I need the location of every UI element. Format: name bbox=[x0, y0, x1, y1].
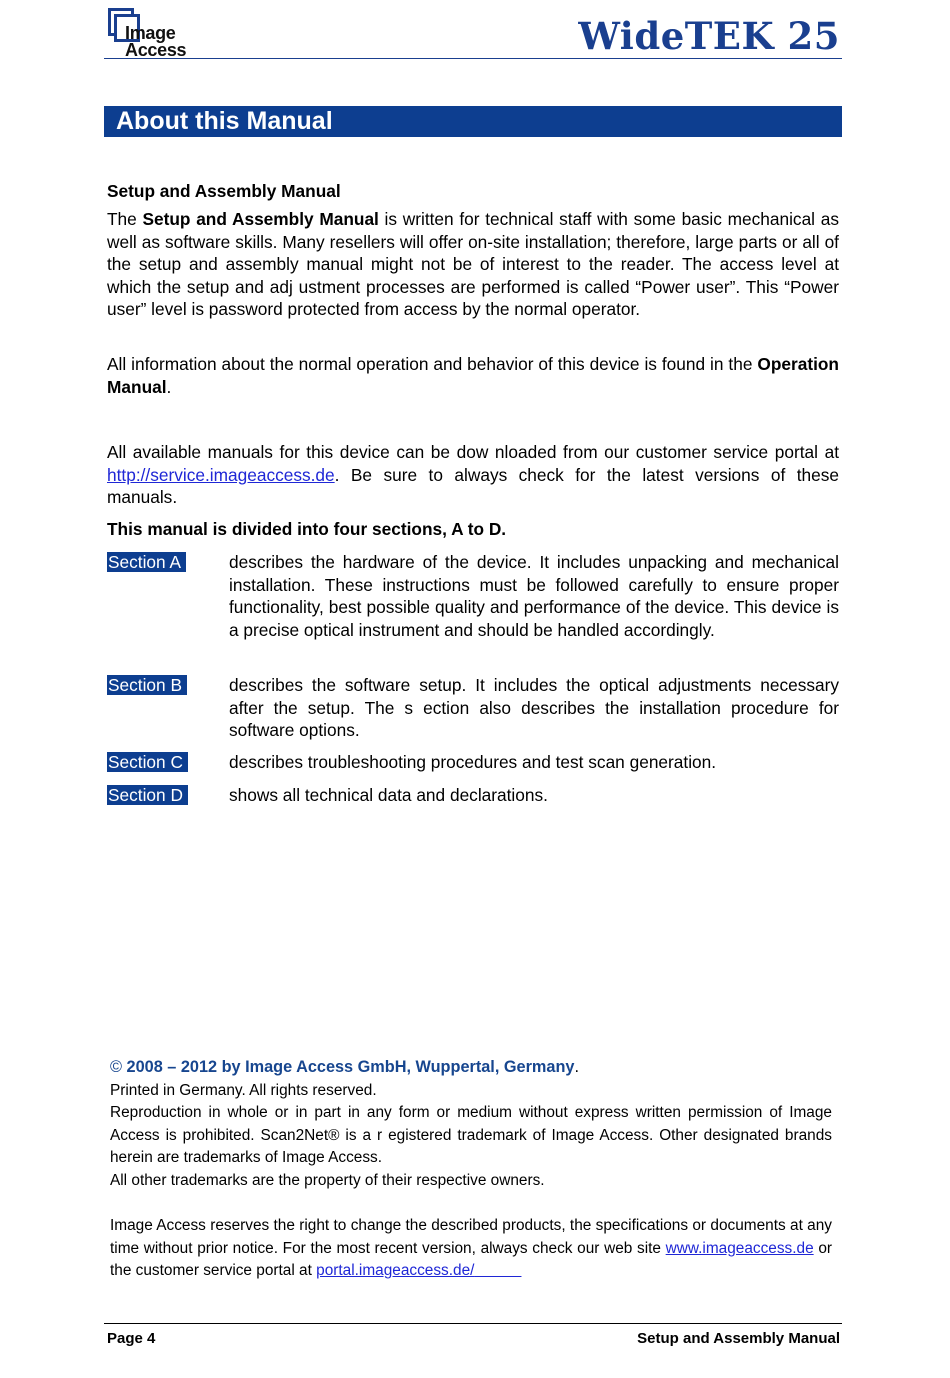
downloads-text-start: All available manuals for this device can be dow nloaded from our customer service portal at bbox=[107, 442, 839, 462]
notice-text-start: Image Access reserves the right to change the described products, the specifications or documents at any time without prior notice. For the most recent version, always check our web site bbox=[110, 1217, 832, 1257]
copyright-line bbox=[110, 1058, 579, 1077]
legal-changes-notice bbox=[110, 1215, 832, 1283]
copyright-symbol: © bbox=[110, 1058, 122, 1076]
product-name: WideTEK 25 bbox=[578, 14, 840, 58]
intro-text-start: The bbox=[107, 209, 143, 229]
notice-text-mid: or the customer service portal at bbox=[110, 1239, 833, 1279]
operation-text-start: All information about the normal operation and behavior of this device is found in the bbox=[107, 354, 758, 374]
page-number: Page 4 bbox=[107, 1330, 156, 1347]
subheading-setup-manual: Setup and Assembly Manual bbox=[107, 181, 341, 201]
intro-text-rest: is written for technical staff with some basic mechanical as well as software skills. Many resellers will offer on-site installation; therefore, large parts or all of the setup and assembly manual might not be of interest to the reader. The access level at which the setup and adj ustment processes are performed is called “Power user”. This “Power user” level is password protected from access by the normal operator. bbox=[107, 209, 839, 319]
sections-intro-heading: This manual is divided into four sections, A to D. bbox=[107, 519, 507, 539]
section-d-label: Section D bbox=[107, 785, 188, 805]
footer-divider bbox=[104, 1323, 842, 1324]
section-title-bar bbox=[104, 106, 842, 137]
paragraph-intro bbox=[107, 208, 839, 321]
portal-link[interactable]: portal.imageaccess.de/ bbox=[316, 1262, 475, 1279]
paragraph-downloads bbox=[107, 441, 839, 509]
section-b-description: describes the software setup. It includes the optical adjustments necessary after the setup. The s ection also describes the installation procedure for software options. bbox=[229, 675, 839, 740]
header-divider bbox=[104, 58, 842, 59]
logo-text-line2: Access bbox=[125, 40, 187, 60]
section-b-label: Section B bbox=[107, 675, 187, 695]
footer-manual-title: Setup and Assembly Manual bbox=[637, 1330, 840, 1347]
section-title: About this Manual bbox=[116, 107, 333, 135]
section-d-description: shows all technical data and declarations. bbox=[229, 785, 548, 805]
legal-reproduction: Reproduction in whole or in part in any form or medium without express written permission of Image Access is prohibited. Scan2Net® is a r egistered trademark of Image Access. Other designated brands herein are trademarks of Image Access. bbox=[110, 1104, 832, 1166]
legal-other-trademarks: All other trademarks are the property of their respective owners. bbox=[110, 1172, 545, 1189]
operation-manual-bold: Operation Manual bbox=[107, 354, 839, 397]
section-c-description: describes troubleshooting procedures and test scan generation. bbox=[229, 752, 717, 772]
section-a-description: describes the hardware of the device. It includes unpacking and mechanical installation. These instructions must be followed carefully to ensure proper functionality, best possible quality and performance of the device. This device is a precise optical instrument and should be handled accordingly. bbox=[229, 552, 839, 640]
downloads-text-end: . Be sure to always check for the latest versions of these manuals. bbox=[107, 464, 839, 507]
copyright-period: . bbox=[574, 1058, 579, 1076]
paragraph-operation bbox=[107, 353, 839, 398]
service-portal-link[interactable]: http://service.imageaccess.de bbox=[107, 464, 335, 485]
copyright-text: 2008 – 2012 by Image Access GmbH, Wuppertal, Germany bbox=[122, 1058, 575, 1076]
section-a-label: Section A bbox=[107, 552, 186, 572]
legal-printed: Printed in Germany. All rights reserved. bbox=[110, 1082, 377, 1099]
website-link[interactable]: www.imageaccess.de bbox=[665, 1239, 814, 1257]
logo-text-line1: Image bbox=[125, 23, 176, 43]
operation-text-end: . bbox=[166, 376, 172, 397]
section-c-label: Section C bbox=[107, 752, 188, 772]
intro-text-bold: Setup and Assembly Manual bbox=[142, 209, 379, 229]
image-access-logo bbox=[108, 8, 198, 58]
